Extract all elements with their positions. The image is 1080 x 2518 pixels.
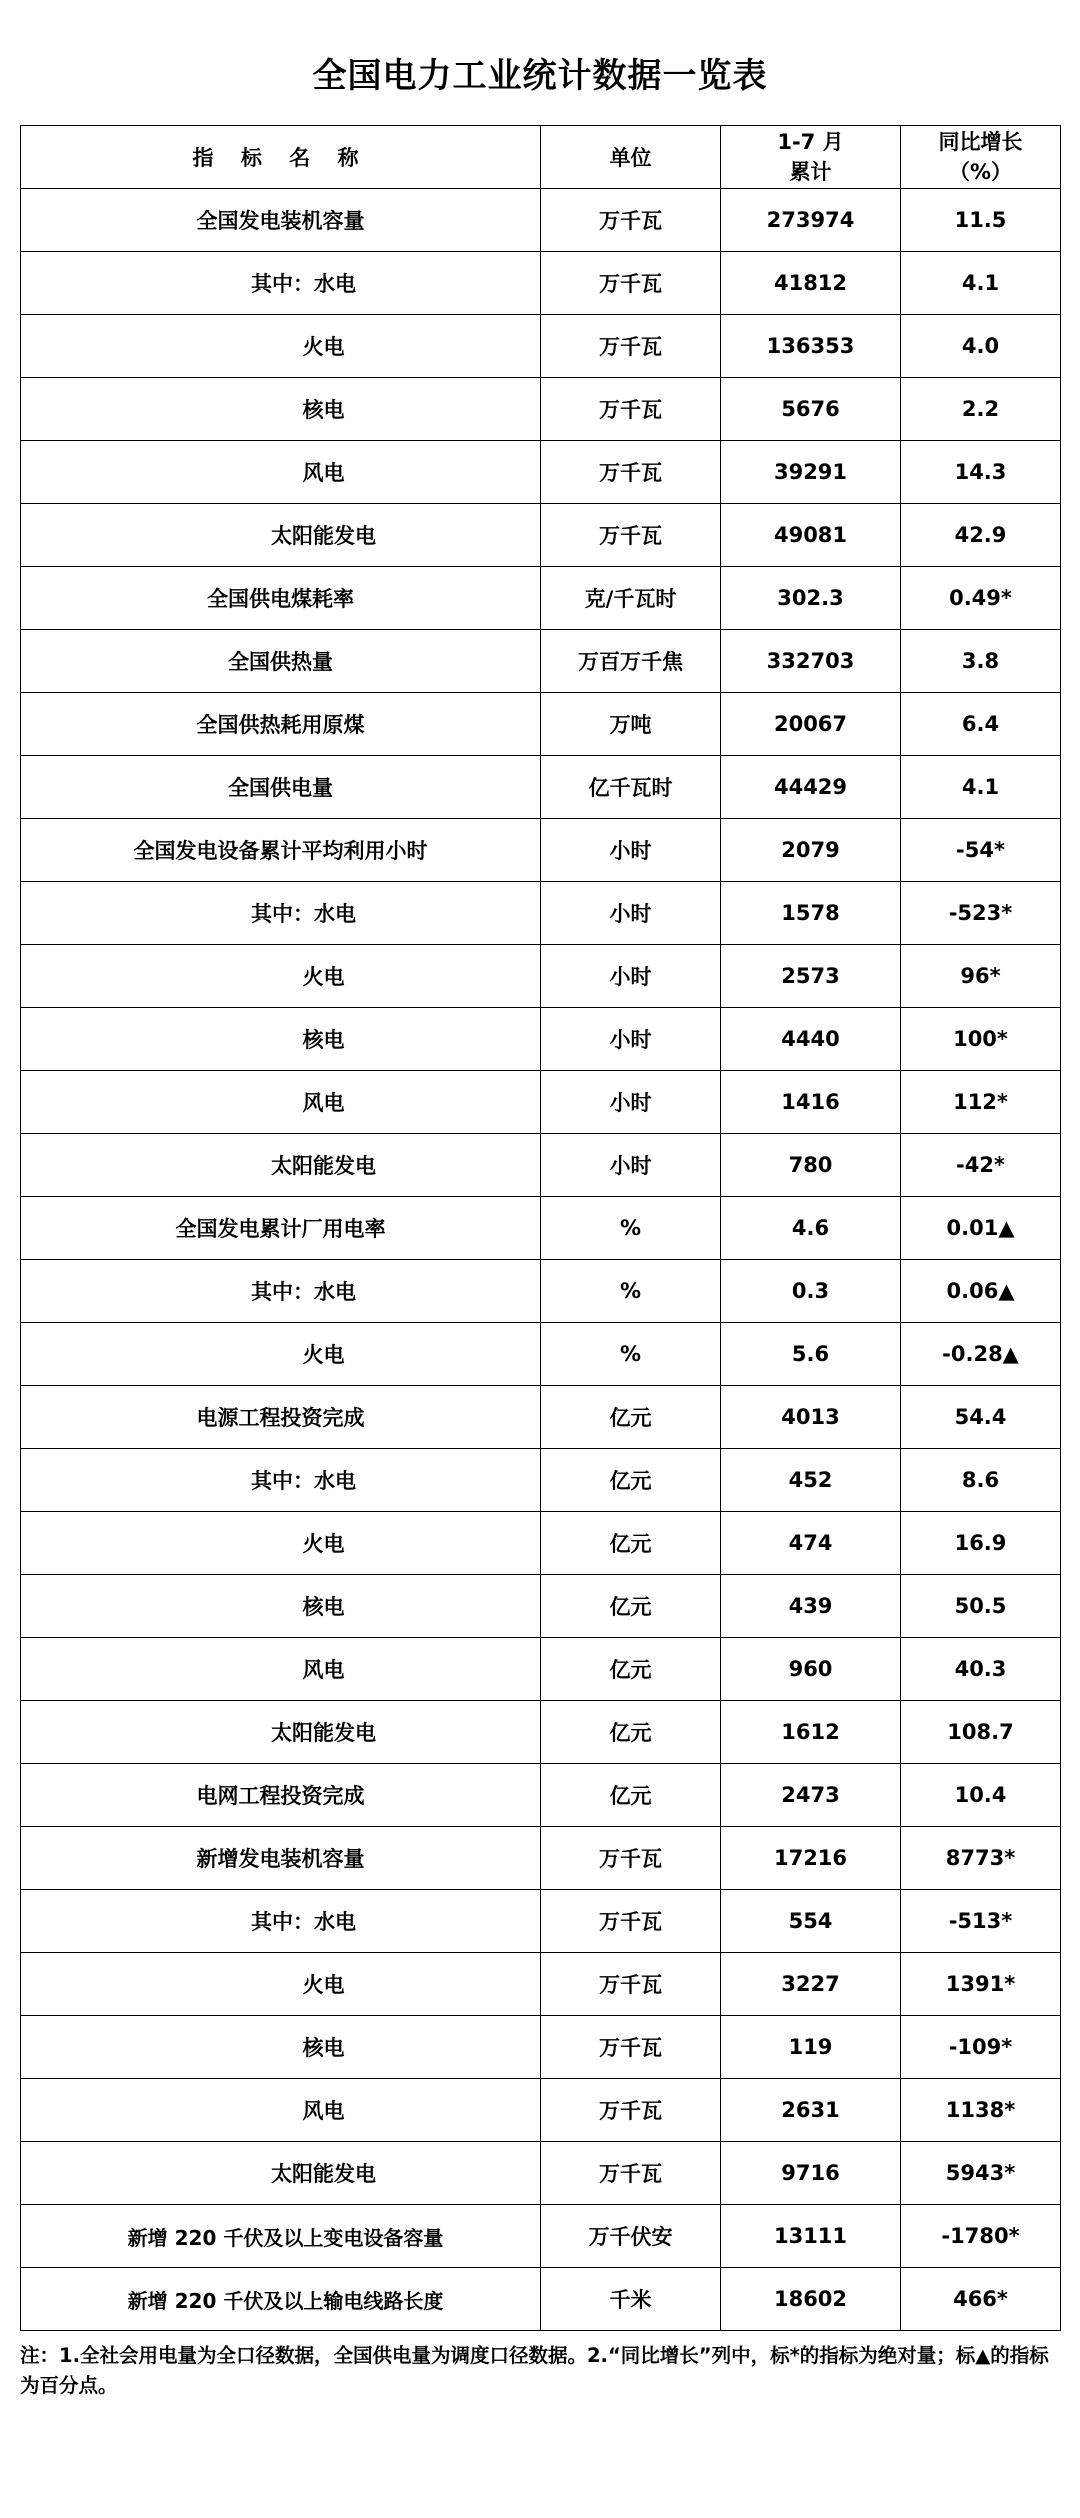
column-header-growth — [901, 126, 1061, 189]
row-growth: -42* — [901, 1134, 1061, 1197]
row-value: 1578 — [721, 882, 901, 945]
row-indicator-name: 全国供热耗用原煤 — [21, 693, 541, 756]
table-row — [21, 630, 1061, 693]
row-indicator-name: 新增 220 千伏及以上输电线路长度 — [21, 2268, 541, 2331]
row-value: 4440 — [721, 1008, 901, 1071]
table-row — [21, 1197, 1061, 1260]
column-header-growth-label-line1: 同比增长 — [938, 129, 1023, 154]
row-growth: 96* — [901, 945, 1061, 1008]
row-indicator-name: 太阳能发电 — [21, 504, 541, 567]
row-unit: 万千瓦 — [541, 378, 721, 441]
table-row — [21, 378, 1061, 441]
row-value: 780 — [721, 1134, 901, 1197]
row-indicator-name: 电源工程投资完成 — [21, 1386, 541, 1449]
row-value: 554 — [721, 1890, 901, 1953]
row-growth: 4.1 — [901, 252, 1061, 315]
row-value: 302.3 — [721, 567, 901, 630]
column-header-name-label: 指 标 名 称 — [192, 146, 369, 170]
table-row — [21, 1575, 1061, 1638]
table-row — [21, 945, 1061, 1008]
row-growth: 1391* — [901, 1953, 1061, 2016]
table-row — [21, 1827, 1061, 1890]
row-growth: 0.49* — [901, 567, 1061, 630]
row-unit: 万百万千焦 — [541, 630, 721, 693]
row-unit: 小时 — [541, 945, 721, 1008]
statistics-table — [20, 125, 1061, 2331]
row-value: 44429 — [721, 756, 901, 819]
row-value: 9716 — [721, 2142, 901, 2205]
row-indicator-name: 风电 — [21, 1638, 541, 1701]
row-unit: 小时 — [541, 819, 721, 882]
row-indicator-name: 全国供电煤耗率 — [21, 567, 541, 630]
row-unit: 克/千瓦时 — [541, 567, 721, 630]
row-growth: -1780* — [901, 2205, 1061, 2268]
row-growth: 466* — [901, 2268, 1061, 2331]
row-unit: 千米 — [541, 2268, 721, 2331]
row-unit: 亿元 — [541, 1575, 721, 1638]
row-unit: 万千瓦 — [541, 189, 721, 252]
row-value: 5676 — [721, 378, 901, 441]
row-growth: 100* — [901, 1008, 1061, 1071]
row-value: 452 — [721, 1449, 901, 1512]
table-row — [21, 1764, 1061, 1827]
table-row — [21, 756, 1061, 819]
row-indicator-name: 核电 — [21, 1008, 541, 1071]
row-indicator-name: 风电 — [21, 2079, 541, 2142]
row-growth: 10.4 — [901, 1764, 1061, 1827]
row-indicator-name: 核电 — [21, 2016, 541, 2079]
table-row — [21, 1134, 1061, 1197]
row-value: 39291 — [721, 441, 901, 504]
row-indicator-name: 火电 — [21, 1512, 541, 1575]
row-value: 0.3 — [721, 1260, 901, 1323]
row-indicator-name: 风电 — [21, 441, 541, 504]
row-growth: 40.3 — [901, 1638, 1061, 1701]
row-value: 41812 — [721, 252, 901, 315]
row-value: 439 — [721, 1575, 901, 1638]
table-row — [21, 252, 1061, 315]
row-indicator-name: 其中：水电 — [21, 252, 541, 315]
column-header-value — [721, 126, 901, 189]
column-header-unit — [541, 126, 721, 189]
table-row — [21, 1260, 1061, 1323]
row-unit: 万千伏安 — [541, 2205, 721, 2268]
row-value: 273974 — [721, 189, 901, 252]
row-growth: 1138* — [901, 2079, 1061, 2142]
row-growth: -54* — [901, 819, 1061, 882]
row-value: 18602 — [721, 2268, 901, 2331]
table-row — [21, 189, 1061, 252]
row-indicator-name: 核电 — [21, 1575, 541, 1638]
row-unit: 万吨 — [541, 693, 721, 756]
row-growth: 11.5 — [901, 189, 1061, 252]
column-header-value-label-line1: 1-7 月 — [777, 129, 844, 154]
row-growth: 6.4 — [901, 693, 1061, 756]
row-unit: 万千瓦 — [541, 1890, 721, 1953]
row-unit: 小时 — [541, 1008, 721, 1071]
row-value: 5.6 — [721, 1323, 901, 1386]
column-header-name — [21, 126, 541, 189]
row-growth: 16.9 — [901, 1512, 1061, 1575]
table-row — [21, 2079, 1061, 2142]
row-indicator-name: 全国供电量 — [21, 756, 541, 819]
row-growth: -513* — [901, 1890, 1061, 1953]
row-unit: 万千瓦 — [541, 441, 721, 504]
row-growth: 112* — [901, 1071, 1061, 1134]
table-row — [21, 567, 1061, 630]
row-unit: 亿元 — [541, 1701, 721, 1764]
row-indicator-name: 风电 — [21, 1071, 541, 1134]
row-unit: 小时 — [541, 1134, 721, 1197]
row-value: 3227 — [721, 1953, 901, 2016]
row-growth: 8.6 — [901, 1449, 1061, 1512]
row-indicator-name: 火电 — [21, 945, 541, 1008]
table-row — [21, 1071, 1061, 1134]
table-row — [21, 1323, 1061, 1386]
row-unit: 亿元 — [541, 1512, 721, 1575]
row-indicator-name: 电网工程投资完成 — [21, 1764, 541, 1827]
table-row — [21, 1512, 1061, 1575]
row-unit: % — [541, 1323, 721, 1386]
row-growth: -109* — [901, 2016, 1061, 2079]
row-value: 2573 — [721, 945, 901, 1008]
table-row — [21, 441, 1061, 504]
row-value: 4.6 — [721, 1197, 901, 1260]
row-unit: 万千瓦 — [541, 2142, 721, 2205]
row-unit: 万千瓦 — [541, 1827, 721, 1890]
row-unit: 亿元 — [541, 1764, 721, 1827]
row-indicator-name: 新增 220 千伏及以上变电设备容量 — [21, 2205, 541, 2268]
row-indicator-name: 太阳能发电 — [21, 1134, 541, 1197]
row-growth: 42.9 — [901, 504, 1061, 567]
row-value: 119 — [721, 2016, 901, 2079]
table-row — [21, 2016, 1061, 2079]
row-unit: 万千瓦 — [541, 504, 721, 567]
table-row — [21, 1701, 1061, 1764]
row-unit: 万千瓦 — [541, 2016, 721, 2079]
row-unit: % — [541, 1197, 721, 1260]
row-growth: 0.01▲ — [901, 1197, 1061, 1260]
table-row — [21, 2205, 1061, 2268]
row-indicator-name: 火电 — [21, 315, 541, 378]
row-growth: 4.0 — [901, 315, 1061, 378]
row-unit: 万千瓦 — [541, 2079, 721, 2142]
row-indicator-name: 全国发电设备累计平均利用小时 — [21, 819, 541, 882]
table-row — [21, 2142, 1061, 2205]
row-growth: 4.1 — [901, 756, 1061, 819]
row-value: 332703 — [721, 630, 901, 693]
row-unit: 亿元 — [541, 1386, 721, 1449]
row-indicator-name: 全国供热量 — [21, 630, 541, 693]
row-growth: 54.4 — [901, 1386, 1061, 1449]
table-row — [21, 1008, 1061, 1071]
row-indicator-name: 新增发电装机容量 — [21, 1827, 541, 1890]
row-unit: 万千瓦 — [541, 315, 721, 378]
row-value: 49081 — [721, 504, 901, 567]
table-body — [21, 189, 1061, 2331]
table-note: 注：1.全社会用电量为全口径数据，全国供电量为调度口径数据。2.“同比增长”列中，标*的指标为绝对量；标▲的指标为百分点。 — [20, 2344, 1049, 2398]
table-row — [21, 315, 1061, 378]
column-header-value-label-line2: 累计 — [789, 160, 832, 184]
row-value: 20067 — [721, 693, 901, 756]
row-growth: 0.06▲ — [901, 1260, 1061, 1323]
row-growth: 5943* — [901, 2142, 1061, 2205]
row-value: 2631 — [721, 2079, 901, 2142]
table-row — [21, 1638, 1061, 1701]
row-unit: 小时 — [541, 1071, 721, 1134]
table-row — [21, 693, 1061, 756]
row-growth: -523* — [901, 882, 1061, 945]
row-value: 960 — [721, 1638, 901, 1701]
column-header-growth-label-line2: （%） — [948, 160, 1013, 184]
row-growth: 8773* — [901, 1827, 1061, 1890]
row-value: 13111 — [721, 2205, 901, 2268]
table-row — [21, 2268, 1061, 2331]
row-growth: 14.3 — [901, 441, 1061, 504]
table-row — [21, 1953, 1061, 2016]
table-header-row — [21, 126, 1061, 189]
table-header — [21, 126, 1061, 189]
table-row — [21, 1890, 1061, 1953]
row-value: 136353 — [721, 315, 901, 378]
table-row — [21, 1386, 1061, 1449]
row-growth: 3.8 — [901, 630, 1061, 693]
row-value: 2079 — [721, 819, 901, 882]
row-unit: 小时 — [541, 882, 721, 945]
row-unit: 亿元 — [541, 1638, 721, 1701]
row-growth: 108.7 — [901, 1701, 1061, 1764]
row-value: 1416 — [721, 1071, 901, 1134]
row-growth: 2.2 — [901, 378, 1061, 441]
row-indicator-name: 太阳能发电 — [21, 2142, 541, 2205]
table-row — [21, 819, 1061, 882]
page-title: 全国电力工业统计数据一览表 — [312, 56, 768, 96]
row-value: 17216 — [721, 1827, 901, 1890]
row-growth: -0.28▲ — [901, 1323, 1061, 1386]
row-growth: 50.5 — [901, 1575, 1061, 1638]
row-value: 4013 — [721, 1386, 901, 1449]
row-value: 2473 — [721, 1764, 901, 1827]
row-unit: 亿千瓦时 — [541, 756, 721, 819]
row-value: 1612 — [721, 1701, 901, 1764]
row-indicator-name: 太阳能发电 — [21, 1701, 541, 1764]
row-indicator-name: 核电 — [21, 378, 541, 441]
row-indicator-name: 其中：水电 — [21, 1260, 541, 1323]
row-indicator-name: 全国发电装机容量 — [21, 189, 541, 252]
table-row — [21, 882, 1061, 945]
row-indicator-name: 其中：水电 — [21, 1890, 541, 1953]
row-indicator-name: 全国发电累计厂用电率 — [21, 1197, 541, 1260]
table-row — [21, 504, 1061, 567]
row-unit: 万千瓦 — [541, 252, 721, 315]
row-indicator-name: 火电 — [21, 1953, 541, 2016]
row-unit: 亿元 — [541, 1449, 721, 1512]
row-unit: 万千瓦 — [541, 1953, 721, 2016]
row-indicator-name: 其中：水电 — [21, 1449, 541, 1512]
row-unit: % — [541, 1260, 721, 1323]
row-indicator-name: 火电 — [21, 1323, 541, 1386]
row-value: 474 — [721, 1512, 901, 1575]
row-indicator-name: 其中：水电 — [21, 882, 541, 945]
column-header-unit-label: 单位 — [609, 146, 652, 170]
table-row — [21, 1449, 1061, 1512]
